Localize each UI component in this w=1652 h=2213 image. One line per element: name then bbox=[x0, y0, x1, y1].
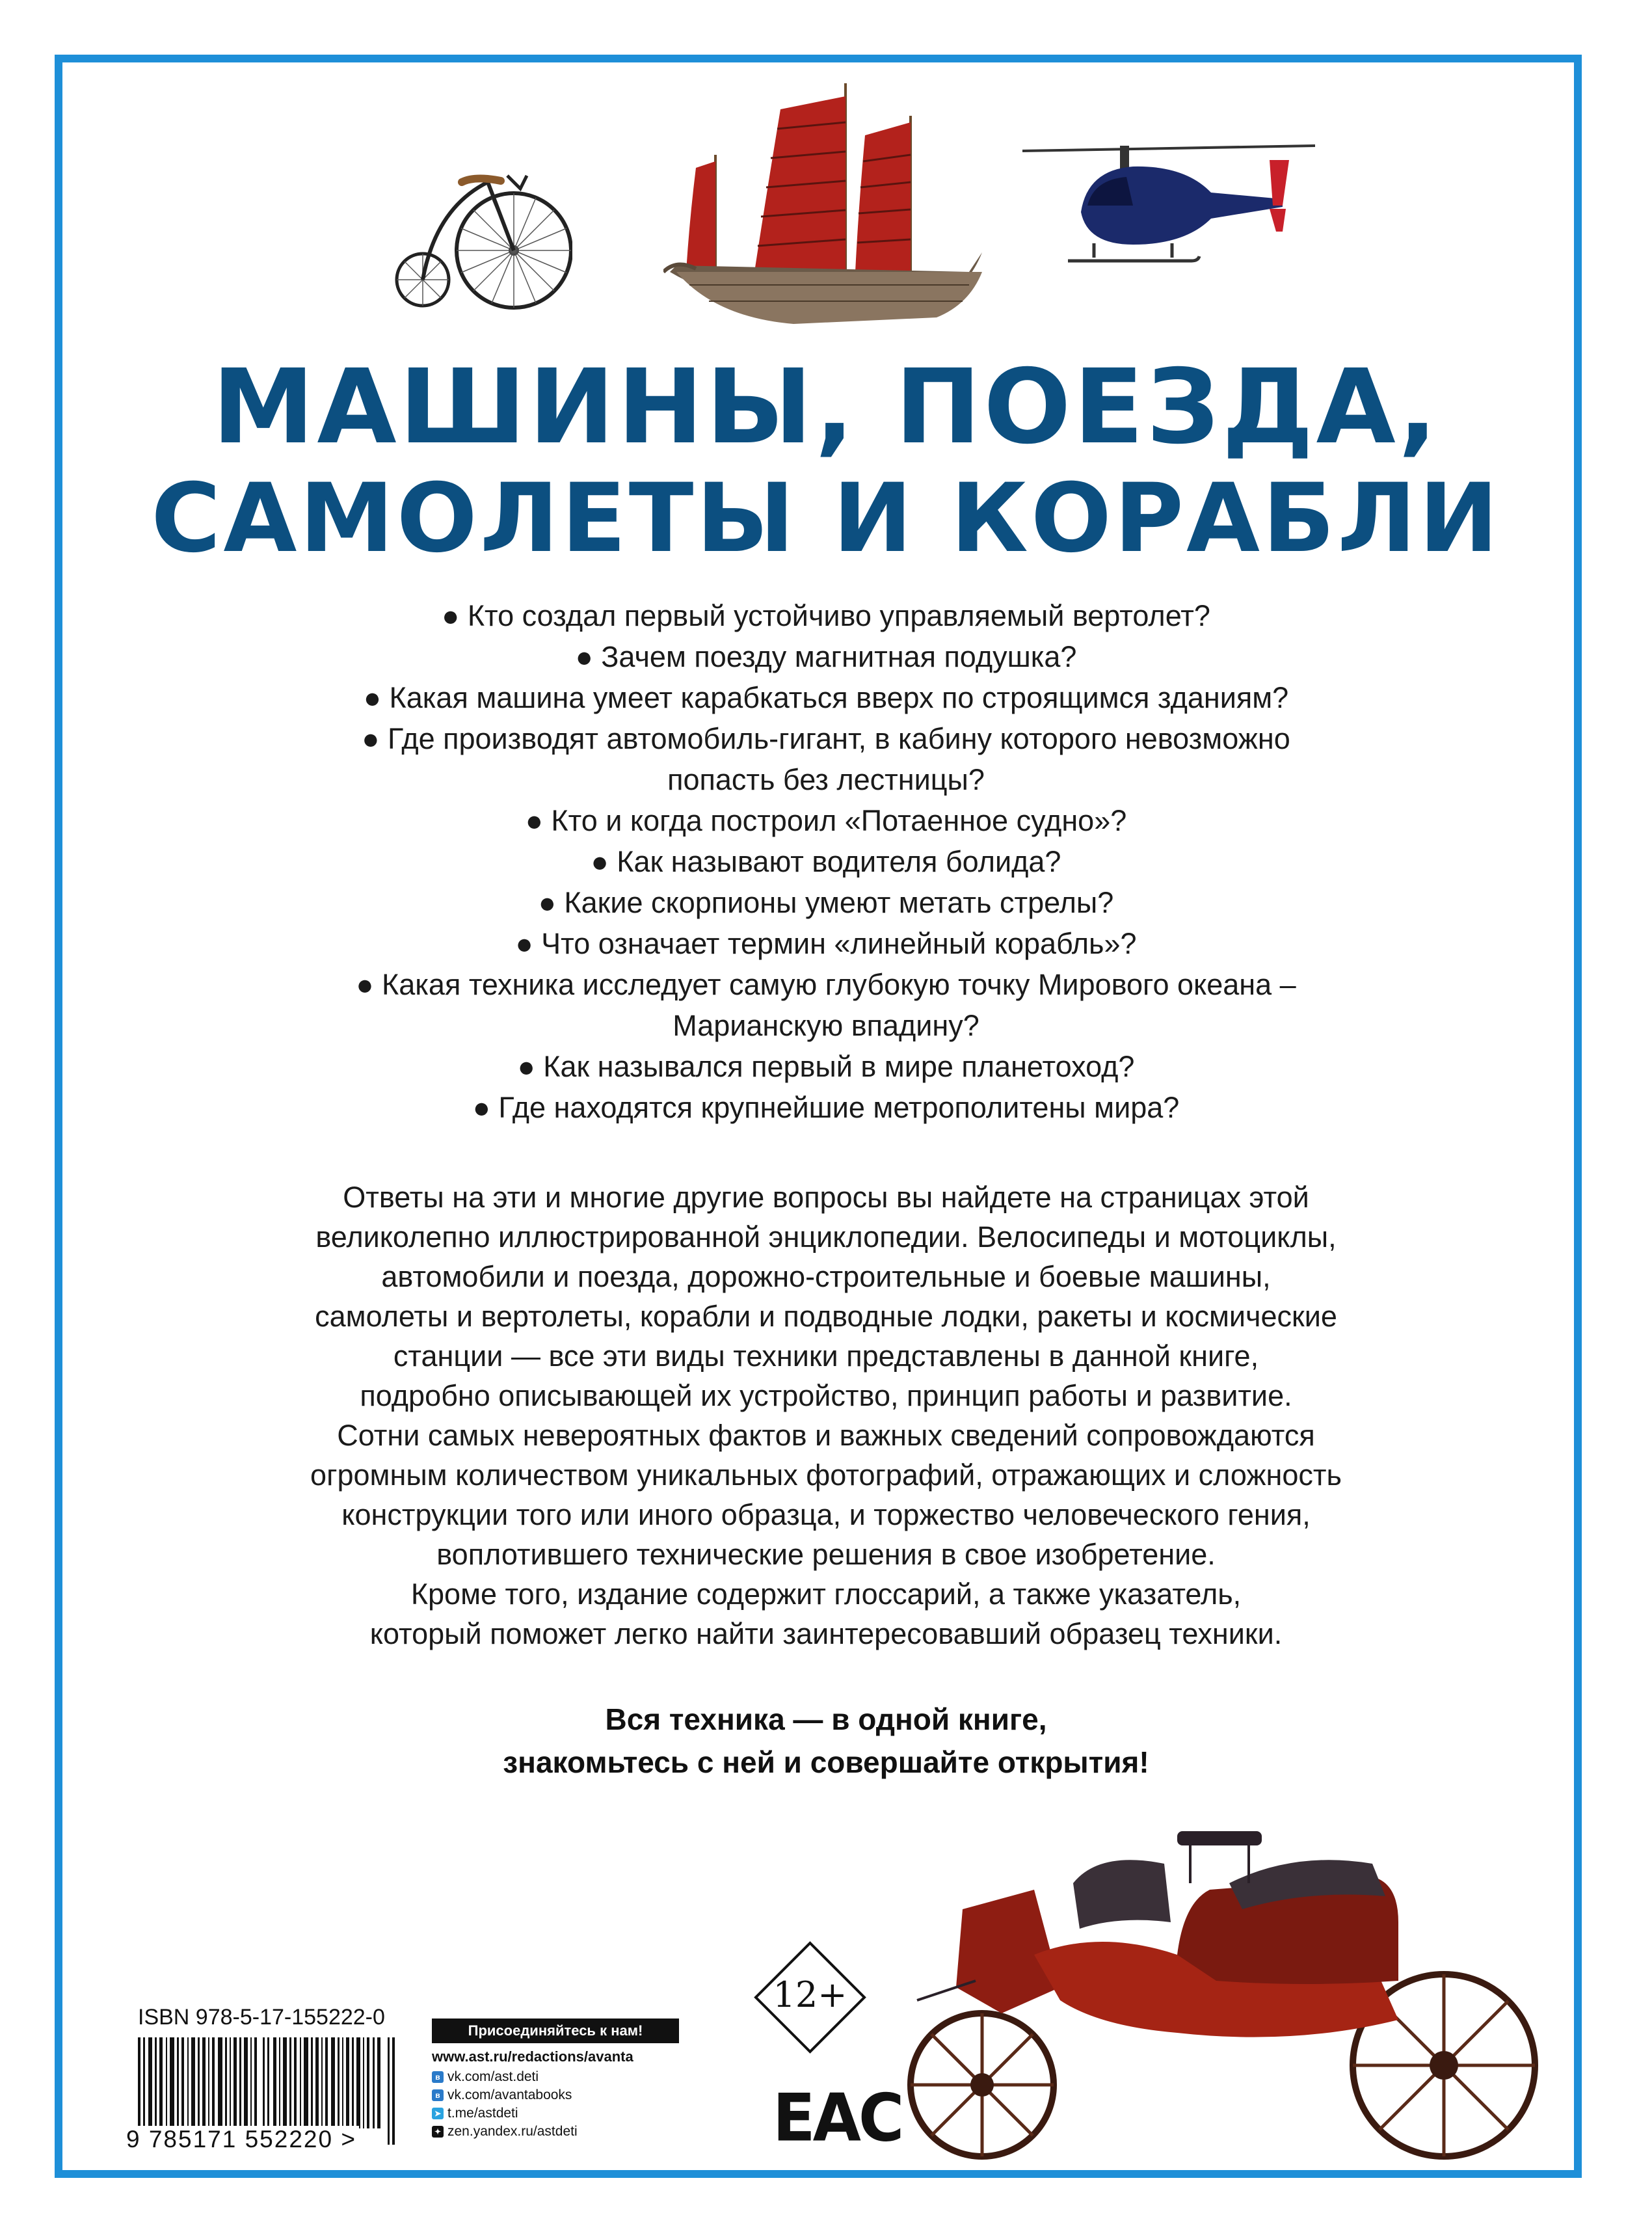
question-item: ● Зачем поезду магнитная подушка? bbox=[195, 636, 1457, 677]
vk-icon: в bbox=[432, 2089, 444, 2101]
question-item: ● Какая техника исследует самую глубокую точку Мирового океана – bbox=[195, 964, 1457, 1005]
question-item: ● Кто и когда построил «Потаенное судно»? bbox=[195, 800, 1457, 841]
eac-mark: EAC bbox=[773, 2080, 902, 2156]
description-line: автомобили и поезда, дорожно-строительные и боевые машины, bbox=[381, 1260, 1271, 1293]
helicopter-illustration bbox=[1022, 134, 1315, 277]
vk-icon: в bbox=[432, 2071, 444, 2083]
description-line: конструкции того или иного образца, и торжество человеческого гения, bbox=[341, 1498, 1311, 1531]
description-line: станции — все эти виды техники представлены в данной книге, bbox=[393, 1339, 1259, 1373]
question-item-continuation: Марианскую впадину? bbox=[673, 1009, 979, 1042]
question-item: ● Какие скорпионы умеют метать стрелы? bbox=[195, 882, 1457, 923]
question-item: ● Кто создал первый устойчиво управляемый вертолет? bbox=[195, 595, 1457, 636]
description-line: самолеты и вертолеты, корабли и подводные лодки, ракеты и космические bbox=[315, 1300, 1337, 1333]
description-line: который поможет легко найти заинтересовавший образец техники. bbox=[369, 1617, 1283, 1650]
description-line: воплотившего технические решения в свое изобретение. bbox=[436, 1538, 1216, 1571]
question-list bbox=[195, 595, 1457, 1128]
question-item: ● Как называют водителя болида? bbox=[195, 841, 1457, 882]
title-line-2: САМОЛЕТЫ И КОРАБЛИ bbox=[151, 463, 1501, 574]
description-line: Кроме того, издание содержит глоссарий, а также указатель, bbox=[410, 1577, 1242, 1611]
description-line: великолепно иллюстрированной энциклопедии. Велосипеды и мотоциклы, bbox=[315, 1220, 1337, 1254]
slogan bbox=[195, 1698, 1457, 1784]
question-item: ● Где производят автомобиль-гигант, в кабину которого невозможно bbox=[195, 718, 1457, 759]
description-line: огромным количеством уникальных фотографий, отражающих и сложность bbox=[310, 1458, 1342, 1492]
social-link-row[interactable] bbox=[432, 2104, 679, 2123]
title-line-1: МАШИНЫ, ПОЕЗДА, bbox=[212, 347, 1440, 467]
description-line: Ответы на эти и многие другие вопросы вы найдете на страницах этой bbox=[343, 1181, 1309, 1214]
question-item: ● Что означает термин «линейный корабль»? bbox=[195, 923, 1457, 964]
telegram-icon: ➤ bbox=[432, 2108, 444, 2119]
isbn-label: ISBN 978-5-17-155222-0 bbox=[138, 2005, 385, 2030]
slogan-line-2: знакомьтесь с ней и совершайте открытия! bbox=[503, 1745, 1149, 1779]
question-item: ● Как назывался первый в мире планетоход? bbox=[195, 1046, 1457, 1087]
social-link-text: vk.com/avantabooks bbox=[447, 2087, 572, 2102]
description-line: Сотни самых невероятных фактов и важных сведений сопровождаются bbox=[337, 1419, 1315, 1452]
age-rating: 12+ bbox=[773, 1974, 847, 2015]
social-link-text: t.me/astdeti bbox=[447, 2106, 518, 2121]
join-us-banner: Присоединяйтесь к нам! bbox=[432, 2019, 679, 2043]
description-line: подробно описывающей их устройство, принцип работы и развитие. bbox=[360, 1379, 1292, 1412]
junk-ship-illustration bbox=[663, 77, 989, 343]
social-link-text: zen.yandex.ru/astdeti bbox=[447, 2124, 578, 2139]
social-link-row[interactable] bbox=[432, 2123, 679, 2141]
book-title bbox=[0, 347, 1652, 574]
carriage-illustration bbox=[904, 1825, 1548, 2163]
social-link-row[interactable] bbox=[432, 2068, 679, 2086]
slogan-line-1: Вся техника — в одной книге, bbox=[605, 1702, 1047, 1736]
question-item: ● Какая машина умеет карабкаться вверх по строящимся зданиям? bbox=[195, 677, 1457, 718]
zen-icon: ✦ bbox=[432, 2126, 444, 2138]
barcode-digits: 9 785171 552220 > bbox=[124, 2126, 359, 2153]
social-links bbox=[432, 2019, 679, 2141]
book-description bbox=[208, 1177, 1444, 1654]
social-link-text: vk.com/ast.deti bbox=[447, 2069, 539, 2084]
question-item: ● Где находятся крупнейшие метрополитены мира? bbox=[195, 1087, 1457, 1128]
website-link[interactable]: www.ast.ru/redactions/avanta bbox=[432, 2048, 633, 2065]
question-item-continuation: попасть без лестницы? bbox=[667, 763, 985, 796]
bicycle-illustration bbox=[390, 163, 572, 312]
social-link-row[interactable] bbox=[432, 2086, 679, 2104]
